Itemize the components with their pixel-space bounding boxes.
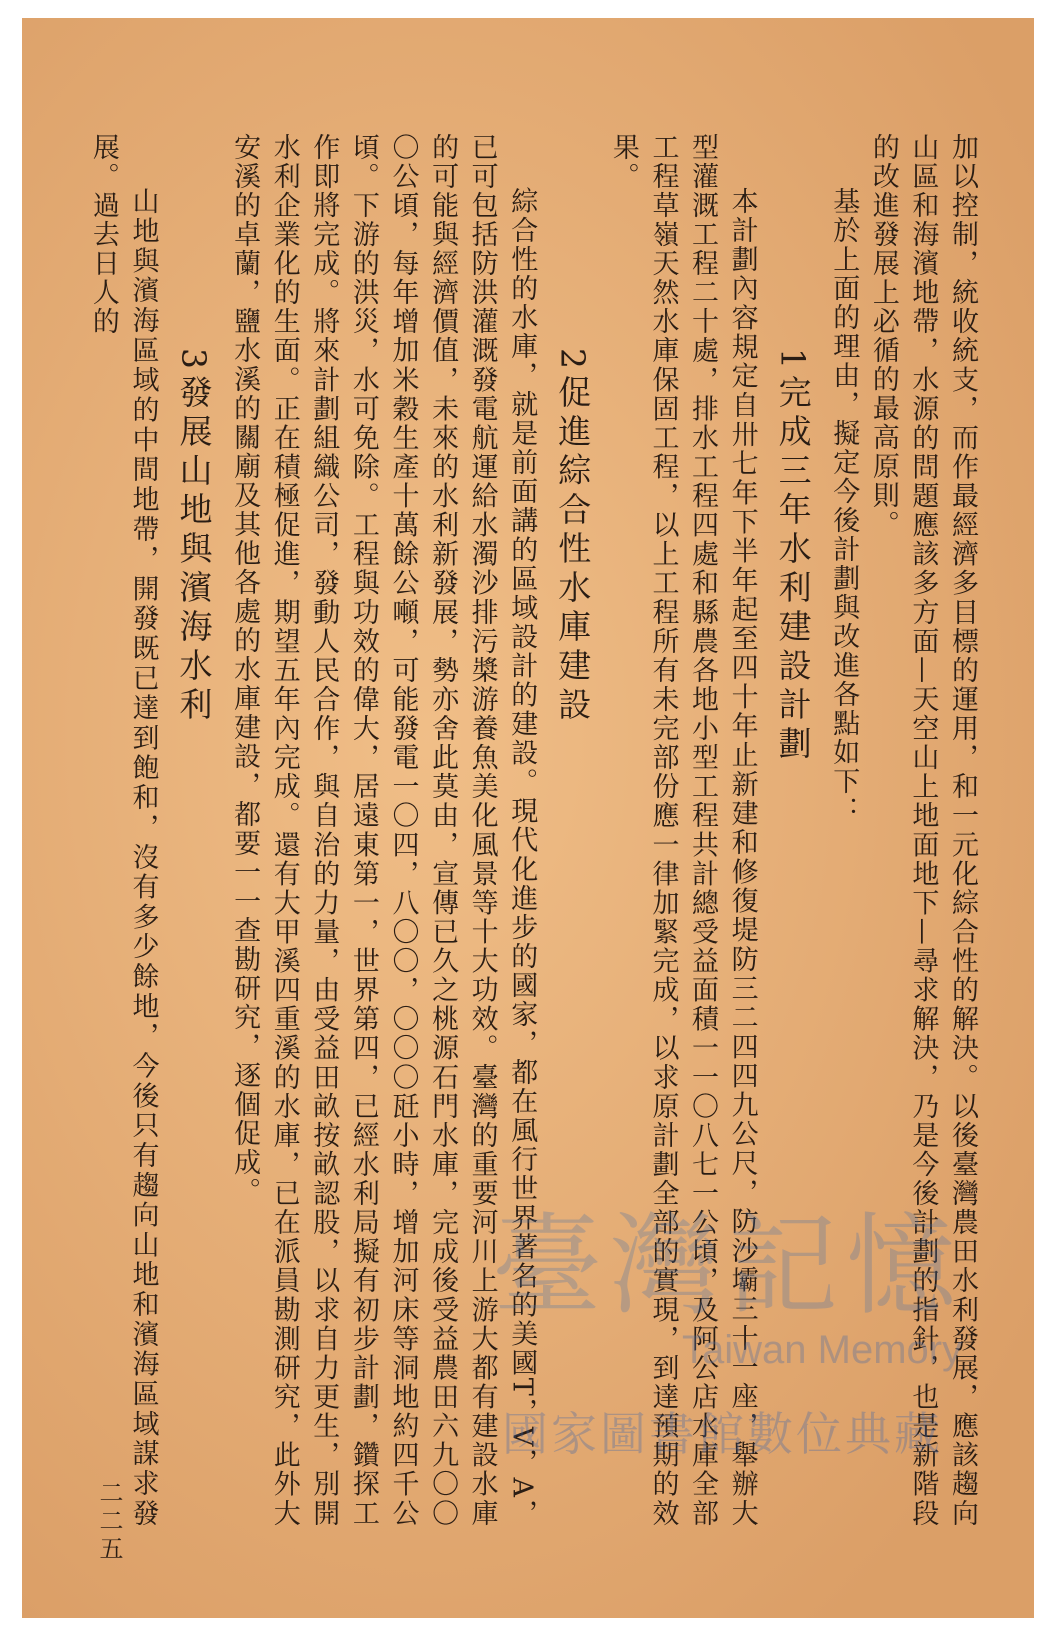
heading-section-3: 3發展山地與濱海水利 (174, 347, 214, 726)
paragraph-section-3: 山地與濱海區域的中間地帶，開發既已達到飽和，沒有多少餘地，今後只有趨向山地和濱海區域謀求發展。過去日人的 (87, 133, 159, 1528)
paragraph-section-1: 本計劃內容規定自卅七年下半年起至四十年止新建和修復堤防三二四四九公尺，防沙壩三十一座，舉辦大型灌溉工程二十處，排水工程四處和縣農各地小型工程共計總受益面積一一〇八七一公頃，及阿公店水庫全部工程草嶺天然水庫保固工程，以上工程所有未完部份應一律加緊完成，以求原計劃全部的實現，到達預期的效果。 (607, 133, 758, 1528)
paragraph-intro-continued: 加以控制，統收統支，而作最經濟多目標的運用，和一元化綜合性的解決。以後臺灣農田水利發展，應該趨向山區和海濱地帶，水源的問題應該多方面—天空山上地面地下—尋求解決，乃是今後計劃的指針，也是新階段的改進發展上必循的最高原則。 (867, 133, 978, 1528)
watermark-subtitle: 國家圖書館數位典藏 (502, 1407, 943, 1461)
page-number: 二二五 (95, 1480, 123, 1564)
document-body (87, 133, 982, 1528)
paragraph-plan-points: 基於上面的理由，擬定今後計劃與改進各點如下： (828, 187, 860, 825)
watermark-logo-english: Taiwan Memory (682, 1328, 963, 1372)
heading-section-2: 2促進綜合性水庫建設 (553, 347, 593, 726)
heading-section-1: 1完成三年水利建設計劃 (773, 347, 813, 765)
paragraph-section-2: 綜合性的水庫，就是前面講的區域設計的建設。現代化進步的國家，都在風行世界著名的美國T，V，A，已可包括防洪灌溉發電航運給水濁沙排污槳游養魚美化風景等十大功效。臺灣的重要河川上游大都有建設水庫的可能與經濟價值，未來的水利新發展，勢亦舍此莫由，宣傳已久之桃源石門水庫，完成後受益農田六九〇〇〇公頃，每年增加米穀生產十萬餘公噸，可能發電一〇四，八〇〇，〇〇〇瓩小時，增加河床等洞地約四千公頃。下游的洪災，水可免除。工程與功效的偉大，居遠東第一，世界第四，已經水利局擬有初步計劃，鑽探工作即將完成。將來計劃組織公司，發動人民合作，與自治的力量，由受益田畝按畝認股，以求自力更生，別開水利企業化的生面。正在積極促進，期望五年內完成。還有大甲溪四重溪的水庫，已在派員勘測研究，此外大安溪的卓蘭，鹽水溪的關廟及其他各處的水庫建設，都要一一查勘研究，逐個促成。 (229, 133, 538, 1528)
paper-sheet (22, 18, 1034, 1618)
watermark-logo-chinese: 臺灣記憶 (492, 1202, 964, 1330)
